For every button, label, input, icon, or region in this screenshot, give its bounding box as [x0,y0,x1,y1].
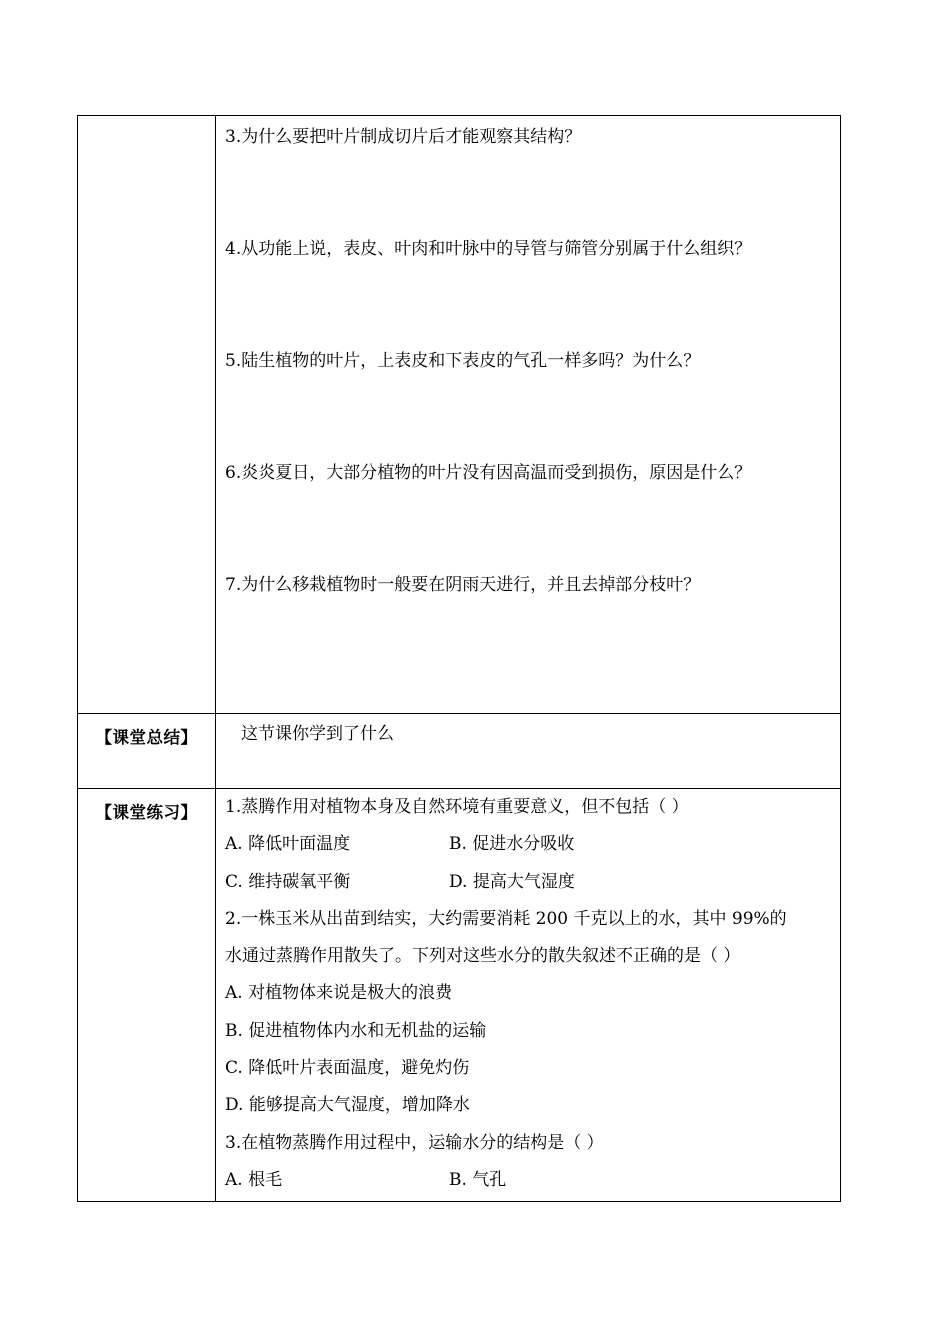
practice-q1-option-a: A. 降低叶面温度 [225,834,351,855]
question-5: 5.陆生植物的叶片，上表皮和下表皮的气孔一样多吗？为什么？ [225,351,701,371]
summary-label: 【课堂总结】 [95,728,198,747]
practice-label: 【课堂练习】 [95,803,198,822]
worksheet-table [77,115,841,1202]
question-3: 3.为什么要把叶片制成切片后才能观察其结构？ [225,127,582,147]
practice-q1-options-cd [225,864,832,901]
questions-label-cell [78,116,216,714]
practice-q1-option-b: B. 促进水分吸收 [449,834,575,855]
practice-row [78,789,841,1202]
practice-q1-options-ab [225,826,832,863]
practice-q3-option-a: A. 根毛 [225,1169,283,1190]
practice-q2-stem-line1: 2.一株玉米从出苗到结实，大约需要消耗 200 千克以上的水，其中 99%的 [225,908,787,929]
summary-content-cell [216,714,841,789]
question-7: 7.为什么移栽植物时一般要在阴雨天进行，并且去掉部分枝叶？ [225,575,701,595]
questions-content-cell [216,116,841,714]
practice-q1-option-d: D. 提高大气湿度 [449,871,575,892]
practice-content-cell [216,789,841,1202]
practice-q2-option-a: A. 对植物体来说是极大的浪费 [225,983,453,1004]
question-6: 6.炎炎夏日，大部分植物的叶片没有因高温而受到损伤，原因是什么？ [225,463,752,483]
summary-label-cell [78,714,216,789]
practice-label-cell [78,789,216,1202]
summary-row [78,714,841,789]
practice-q2-option-b: B. 促进植物体内水和无机盐的运输 [225,1020,487,1041]
questions-row [78,116,841,714]
practice-q3-option-b: B. 气孔 [449,1169,507,1190]
practice-q3-options-ab [225,1162,832,1199]
practice-q1-stem: 1.蒸腾作用对植物本身及自然环境有重要意义，但不包括（ ） [225,797,689,817]
practice-q3-stem: 3.在植物蒸腾作用过程中，运输水分的结构是（ ） [225,1132,604,1153]
question-4: 4.从功能上说，表皮、叶肉和叶脉中的导管与筛管分别属于什么组织？ [225,239,752,259]
summary-text: 这节课你学到了什么 [241,724,394,744]
practice-q2-stem-line2: 水通过蒸腾作用散失了。下列对这些水分的散失叙述不正确的是（ ） [225,946,741,967]
practice-q2-option-d: D. 能够提高大气湿度，增加降水 [225,1095,470,1116]
practice-q1-option-c: C. 维持碳氧平衡 [225,871,351,892]
practice-q2-option-c: C. 降低叶片表面温度，避免灼伤 [225,1058,470,1079]
